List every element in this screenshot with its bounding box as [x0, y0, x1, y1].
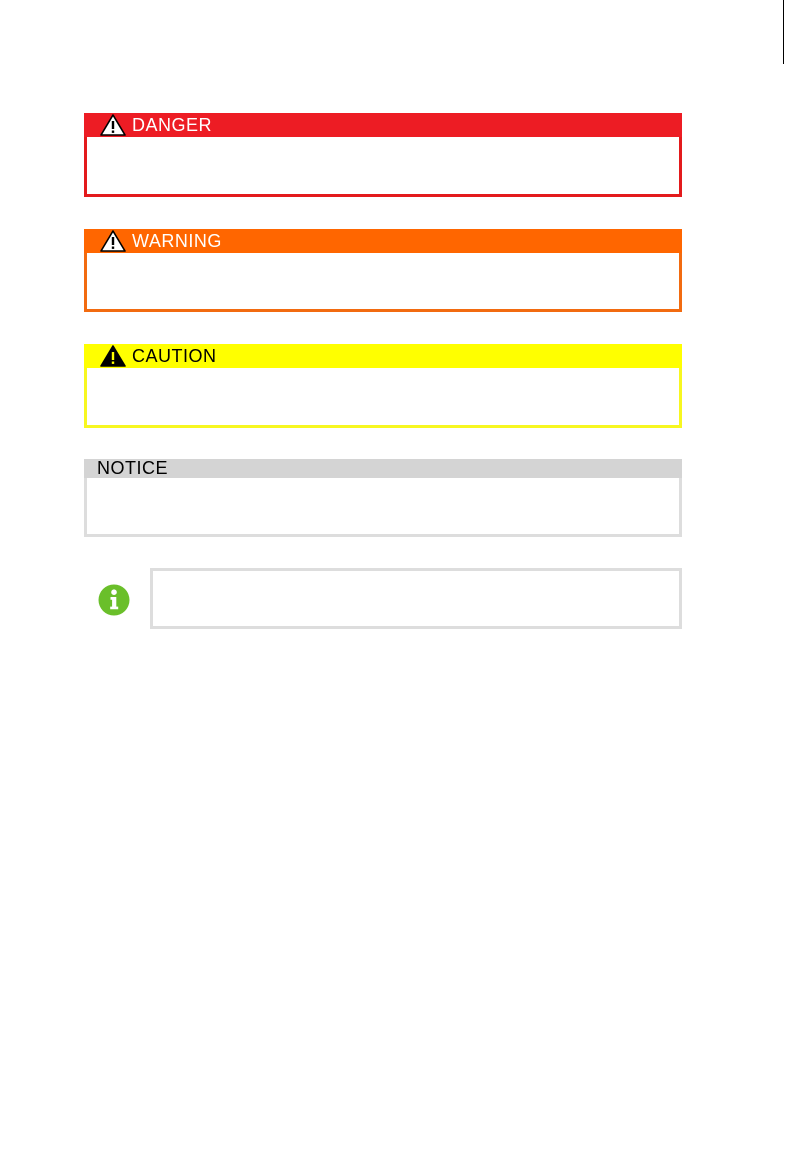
note-box	[150, 568, 682, 629]
page-edge-line	[783, 0, 784, 64]
caution-label: CAUTION	[132, 346, 217, 366]
warning-header	[84, 229, 682, 253]
danger-label: DANGER	[132, 115, 213, 135]
warning-label: WARNING	[132, 231, 222, 251]
notice-header	[84, 459, 682, 478]
warning-box	[84, 229, 682, 312]
danger-header	[84, 113, 682, 137]
notice-label: NOTICE	[97, 458, 169, 478]
warning-triangle-icon	[100, 114, 126, 136]
warning-triangle-icon	[100, 230, 126, 252]
info-icon	[98, 584, 130, 616]
caution-header	[84, 344, 682, 368]
warning-triangle-icon	[100, 345, 126, 367]
danger-box	[84, 113, 682, 197]
notice-box	[84, 459, 682, 537]
caution-box	[84, 344, 682, 428]
